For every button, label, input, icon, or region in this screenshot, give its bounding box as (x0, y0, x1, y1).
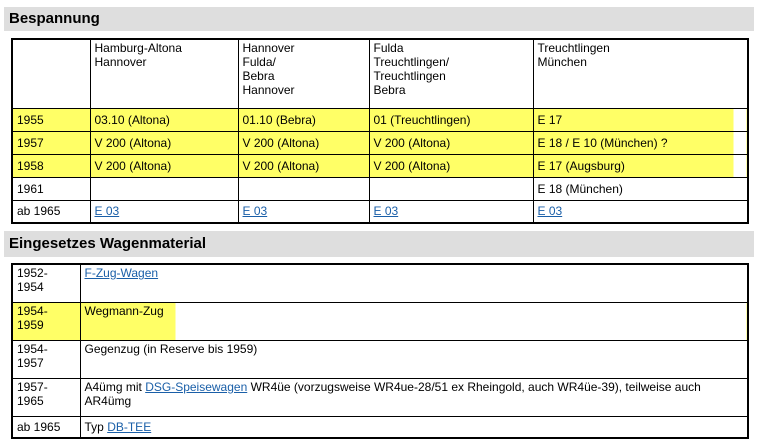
wagen-cell (80, 302, 748, 340)
loco-cell (90, 177, 238, 200)
table-row (12, 200, 748, 223)
loco-cell (533, 200, 748, 223)
link-dsg-speisewagen[interactable]: DSG-Speisewagen (145, 379, 248, 394)
year-cell: 1952- 1954 (12, 264, 80, 302)
table-row (12, 378, 748, 416)
header-cell-route: Fulda Treuchtlingen/ Treuchtlingen Bebra (369, 39, 533, 108)
link-db-tee[interactable]: DB-TEE (107, 419, 152, 434)
loco-cell: E 18 (München) (533, 177, 748, 200)
loco-cell: V 200 (Altona) (369, 131, 533, 154)
header-cell-route: Treuchtlingen München (533, 39, 748, 108)
wagen-text: WR4üe (vorzugsweise WR4ue-28/51 ex Rheingold, auch WR4üe-39), teilweise auch AR4ümg (84, 379, 701, 408)
wagen-text: Gegenzug (in Reserve bis 1959) (84, 341, 258, 356)
table-row (12, 154, 748, 177)
year-cell: 1957 (12, 131, 90, 154)
wagen-cell (80, 378, 748, 416)
loco-cell: 01.10 (Bebra) (238, 108, 369, 131)
loco-cell: 01 (Treuchtlingen) (369, 108, 533, 131)
wagen-text: Typ (84, 419, 108, 434)
loco-cell: V 200 (Altona) (238, 154, 369, 177)
loco-cell (238, 200, 369, 223)
section-title-wagenmaterial: Eingesetzes Wagenmaterial (4, 231, 754, 257)
loco-cell: 03.10 (Altona) (90, 108, 238, 131)
bespannung-table (11, 38, 749, 224)
table-row (12, 264, 748, 302)
link-e03[interactable]: E 03 (94, 204, 120, 219)
table-row (12, 340, 748, 378)
loco-cell: V 200 (Altona) (90, 131, 238, 154)
section-title-bespannung: Bespannung (4, 7, 754, 31)
year-cell: 1955 (12, 108, 90, 131)
link-e03[interactable]: E 03 (537, 204, 563, 219)
year-cell: 1961 (12, 177, 90, 200)
table-row (12, 177, 748, 200)
wagen-text: A4ümg mit (84, 379, 146, 394)
header-cell-route: Hannover Fulda/ Bebra Hannover (238, 39, 369, 108)
wagen-cell (80, 340, 748, 378)
header-cell-empty (12, 39, 90, 108)
loco-cell: V 200 (Altona) (238, 131, 369, 154)
year-cell: 1954- 1957 (12, 340, 80, 378)
year-cell: 1957- 1965 (12, 378, 80, 416)
loco-cell: E 18 / E 10 (München) ? (533, 131, 748, 154)
loco-cell (238, 177, 369, 200)
year-cell: ab 1965 (12, 416, 80, 438)
table-row (12, 131, 748, 154)
link-e03[interactable]: E 03 (373, 204, 399, 219)
link-e03[interactable]: E 03 (242, 204, 268, 219)
table-row (12, 302, 748, 340)
loco-cell (369, 177, 533, 200)
wagen-text: Wegmann-Zug (84, 303, 164, 318)
wagen-cell (80, 264, 748, 302)
loco-cell (369, 200, 533, 223)
wagen-cell (80, 416, 748, 438)
loco-cell: E 17 (533, 108, 748, 131)
year-cell: ab 1965 (12, 200, 90, 223)
loco-cell: V 200 (Altona) (369, 154, 533, 177)
year-cell: 1958 (12, 154, 90, 177)
link-f-zug-wagen[interactable]: F-Zug-Wagen (84, 266, 159, 280)
loco-cell: V 200 (Altona) (90, 154, 238, 177)
loco-cell (90, 200, 238, 223)
loco-cell: E 17 (Augsburg) (533, 154, 748, 177)
header-cell-route: Hamburg-Altona Hannover (90, 39, 238, 108)
wagenmaterial-table (11, 263, 749, 439)
table-header-row (12, 39, 748, 108)
year-cell: 1954- 1959 (12, 302, 80, 340)
table-row (12, 108, 748, 131)
table-row (12, 416, 748, 438)
